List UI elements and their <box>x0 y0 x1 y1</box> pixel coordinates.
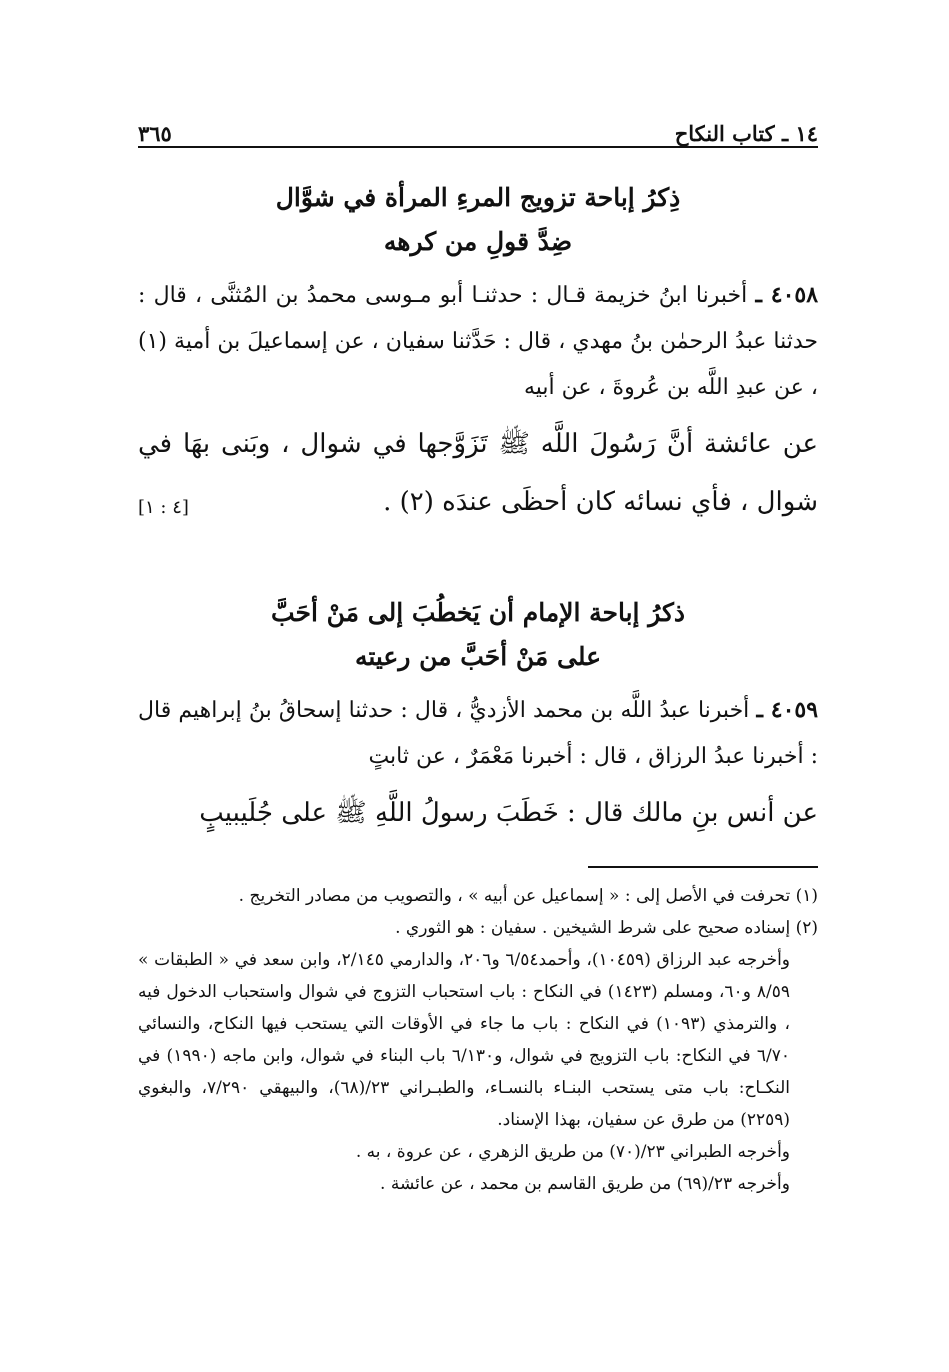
isnad-text: أخبرنا عبدُ اللَّه بن محمد الأزديُّ ، قال : حدثنا إسحاقُ بنُ إبراهيم قال : أخبرنا عبدُ الرزاق ، قال : أخبرنا مَعْمَرٌ ، عن ثابتٍ <box>138 698 818 769</box>
chapter-heading-2-line-1: ذكرُ إباحة الإمام أن يَخطُبَ إلى مَنْ أحَبَّ <box>270 598 686 627</box>
chapter-heading-2 <box>138 591 818 679</box>
footnote-2: (٢) إسناده صحيح على شرط الشيخين . سفيان : هو الثوري . <box>395 918 818 938</box>
footnote-1: (١) تحرفت في الأصل إلى : « إسماعيل عن أبيه » ، والتصويب من مصادر التخريج . <box>238 886 818 906</box>
footnote-takhrij-1: وأخرجه عبد الرزاق (١٠٤٥٩)، وأحمد٦/٥٤ و٢٠٦، والدارمي ٢/١٤٥، وابن سعد في « الطبقات » ٨/٥٩ و٦٠، ومسلم (١٤٢٣) في النكاح : باب استحباب التزوج في شوال واستحباب الدخول فيه ، والترمذي (١٠٩٣) في النكاح : باب ما جاء في الأوقات التي يستحب فيها النكاح، والنسائي ٦/٧٠ في النكاح: باب التزويج في شوال، و٦/١٣٠ باب البناء في شوال، وابن ماجه (١٩٩٠) في النكـاح: باب متى يستحب البنـاء بالنسـاء، والطبـراني ٢٣/(٦٨)، والبيهقي ٧/٢٩٠، والبغوي (٢٢٥٩) من طرق عن سفيان، بهذا الإسناد. <box>138 950 791 1130</box>
hadith-number: ٤٠٥٨ ـ <box>755 282 819 308</box>
isnad-text: أخبرنا ابنُ خزيمة قـال : حدثنـا أبو مـوسى محمدُ بن المُثنَّى ، قال : حدثنا عبدُ الرحمٰن بنُ مهدي ، قال : حَدَّثنا سفيان ، عن إسماعيلَ بن أمية (١) ، عن عبدِ اللَّه بن عُروةَ ، عن أبيه <box>138 283 818 400</box>
running-title: ١٤ ـ كتاب النكاح <box>674 121 818 146</box>
hadith-4059-matn <box>138 784 818 842</box>
hadith-4059-isnad <box>138 687 818 780</box>
book-page <box>138 110 818 1200</box>
ihsan-reference: [٤ : ١] <box>138 497 189 518</box>
chapter-heading-2-line-2: على مَنْ أحَبَّ من رعيته <box>354 642 602 671</box>
hadith-4058-matn <box>138 415 818 531</box>
page-header <box>138 110 818 148</box>
page-number: ٣٦٥ <box>138 121 172 146</box>
footnote-takhrij-3: وأخرجه ٢٣/(٦٩) من طريق القاسم بن محمد ، عن عائشة . <box>380 1174 790 1194</box>
matn-text: عن أنس بنِ مالك قال : خَطَبَ رسولُ اللَّهِ ﷺ على جُلَيبيبٍ <box>199 798 818 828</box>
footnote-takhrij-2: وأخرجه الطبراني ٢٣/(٧٠) من طريق الزهري ، عن عروة ، به . <box>355 1142 790 1162</box>
chapter-heading-1-line-2: ضِدَّ قولِ من كرهه <box>383 227 573 256</box>
matn-text: عن عائشة أنَّ رَسُولَ اللَّه ﷺ تَزَوَّجها في شوال ، وبَنى بهَا في شوال ، فأي نسائه كان أحظَى عندَه (٢) . <box>138 429 818 517</box>
hadith-4058-isnad <box>138 272 818 411</box>
chapter-heading-1 <box>138 176 818 264</box>
hadith-number: ٤٠٥٩ ـ <box>756 697 819 723</box>
chapter-heading-1-line-1: ذِكرُ إباحة تزويج المرءِ المرأة في شوَّال <box>275 183 681 212</box>
footnote-separator <box>588 866 818 868</box>
